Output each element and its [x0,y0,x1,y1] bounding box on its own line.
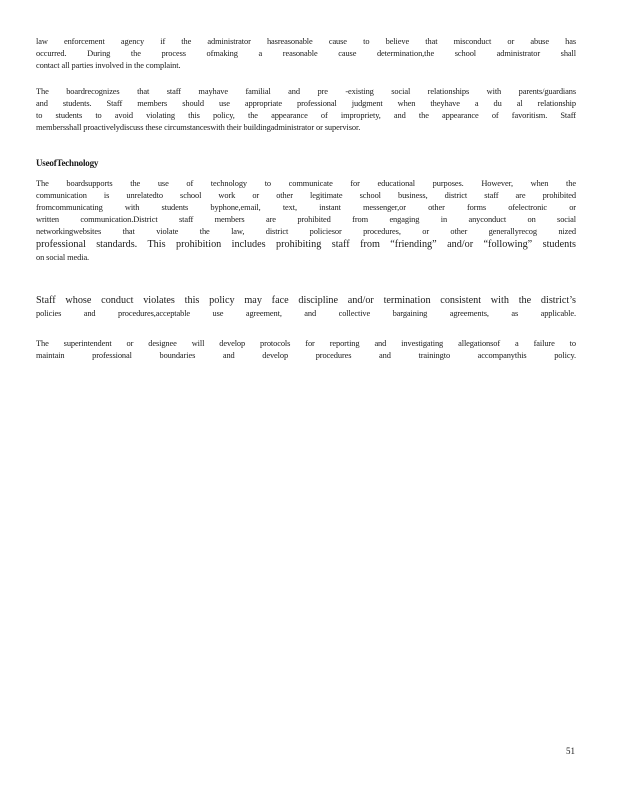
text-line: on social media. [36,253,90,262]
text-line: The boardrecognizes that staff mayhave familial and pre -existing social relationships with parents/guardians [36,87,576,96]
paragraph-technology-use [36,178,576,264]
text-line: to students to avoid violating this policy, the appearance of impropriety, and the appearance of favoritism. Staff [36,111,576,120]
text-line: communication is unrelatedto school work or other legitimate school business, district staff are prohibited [36,191,576,200]
text-line: law enforcement agency if the administrator hasreasonable cause to believe that misconduct or abuse has [36,37,576,46]
text-line: written communication.District staff members are prohibited from engaging in anyconduct on social [36,215,576,224]
section-heading-use-of-technology: UseofTechnology [36,158,99,168]
page-number: 51 [566,746,575,756]
text-line: maintain professional boundaries and develop procedures and trainingto accompanythis policy. [36,351,576,360]
text-line: networkingwebsites that violate the law, district policiesor procedures, or other generallyrecog nized [36,227,576,236]
text-line: professional standards. This prohibition includes prohibiting staff from “friending” and/or “following” students [36,239,576,250]
paragraph-discipline [36,294,576,320]
paragraph-dual-relationships [36,86,576,134]
paragraph-superintendent [36,338,576,362]
paragraph-reporting-conclusion [36,36,576,72]
text-line: The boardsupports the use of technology to communicate for educational purposes. However, when the [36,179,576,188]
text-line: contact all parties involved in the complaint. [36,61,181,70]
text-line: occurred. During the process ofmaking a reasonable cause determination,the school administrator shall [36,49,576,58]
text-line: policies and procedures,acceptable use agreement, and collective bargaining agreements, as applicable. [36,309,576,318]
text-line: and students. Staff members should use appropriate professional judgment when theyhave a du al relationship [36,99,576,108]
text-line: Staff whose conduct violates this policy may face discipline and/or termination consistent with the district’s [36,295,576,306]
text-line: membersshall proactivelydiscuss these circumstanceswith their buildingadministrator or supervisor. [36,123,361,132]
text-line: The superintendent or designee will develop protocols for reporting and investigating allegationsof a failure to [36,339,576,348]
text-line: fromcommunicating with students byphone,email, text, instant messenger,or other forms ofelectronic or [36,203,576,212]
